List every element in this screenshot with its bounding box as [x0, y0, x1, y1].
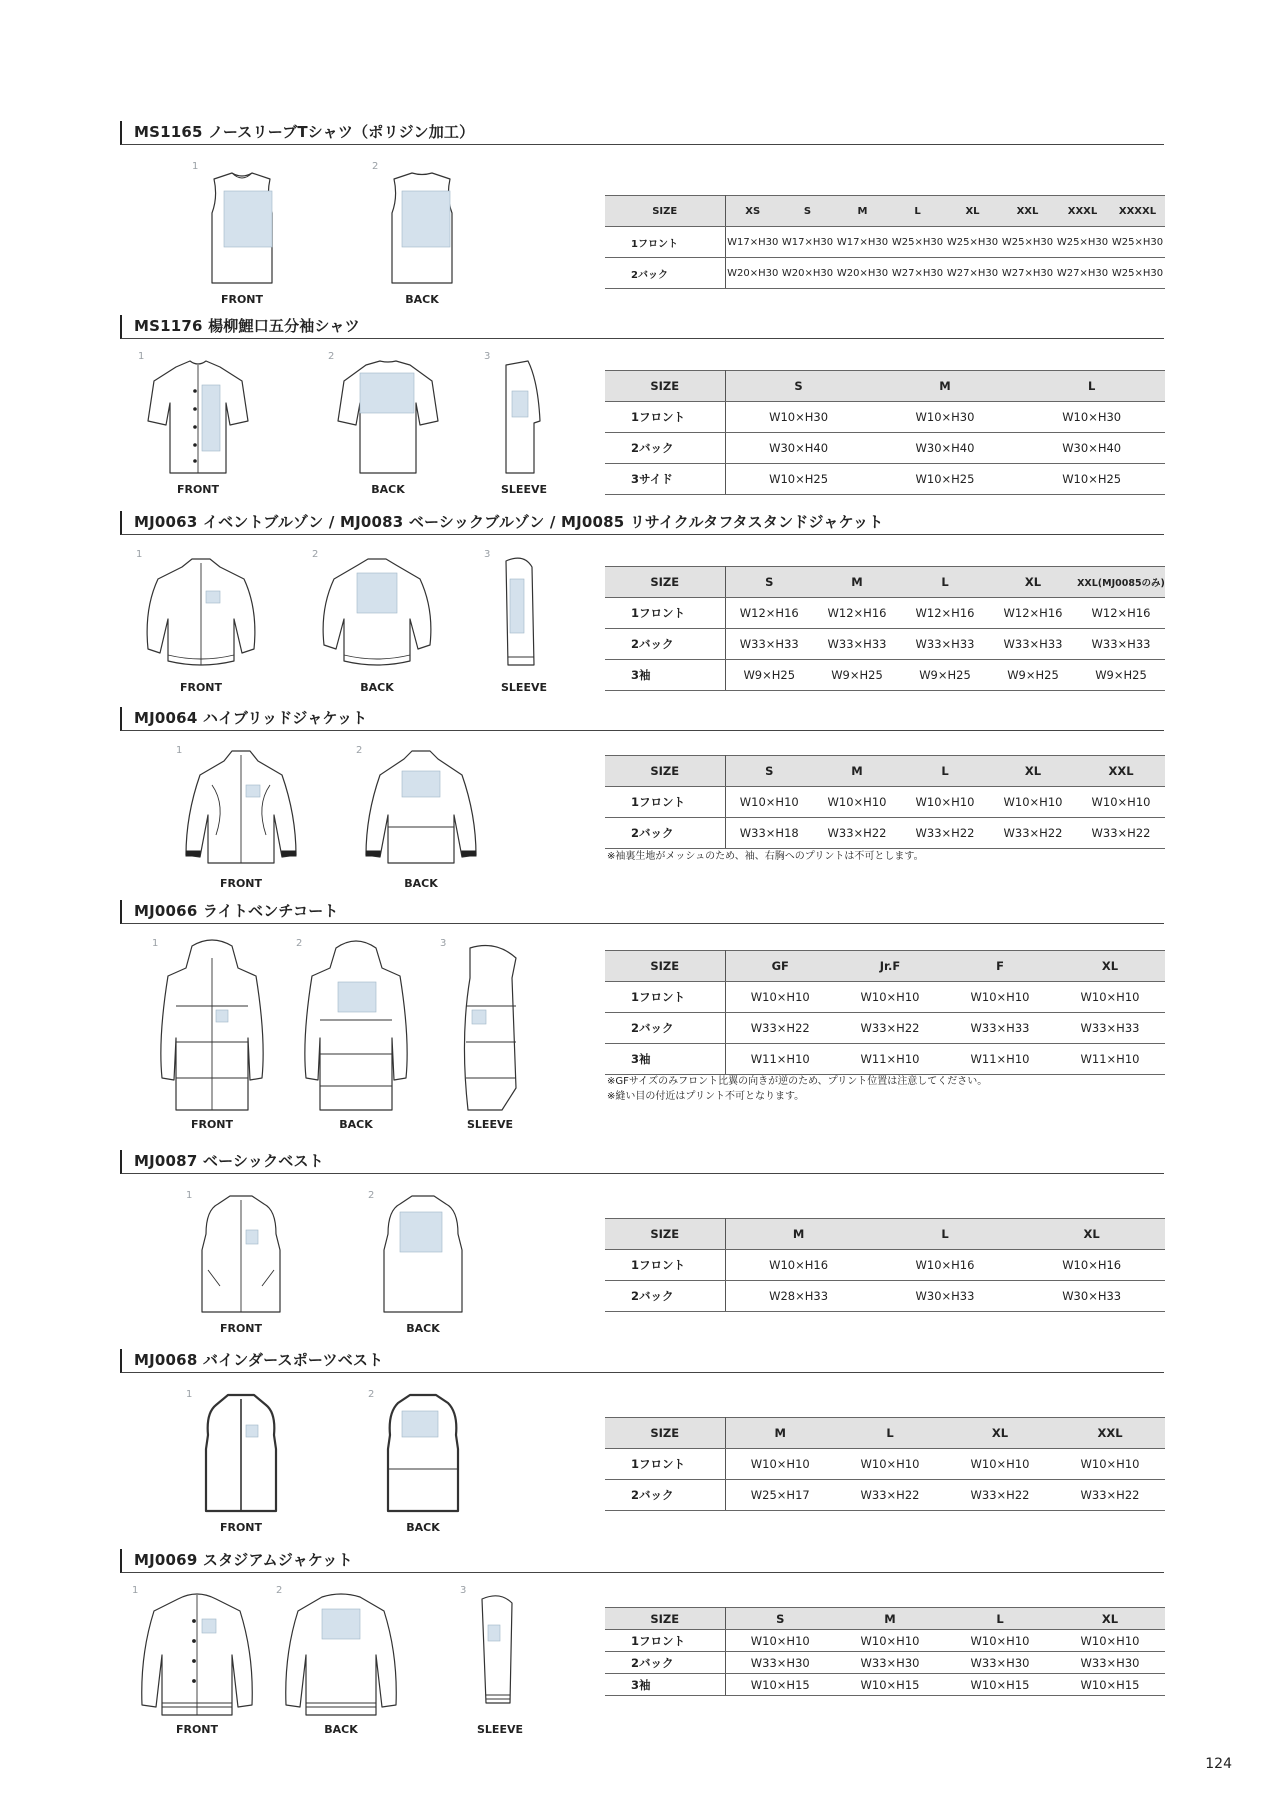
garment-view-back — [368, 1190, 478, 1340]
table-cell: 3サイド — [605, 464, 725, 495]
table-cell: W17×H30 — [725, 227, 780, 258]
print-size-table — [605, 755, 1165, 849]
print-size-table — [605, 1607, 1165, 1696]
table-cell: W25×H30 — [1000, 227, 1055, 258]
table-header-cell: XL — [989, 567, 1077, 598]
table-cell: W10×H10 — [835, 1449, 945, 1480]
table-cell: W10×H10 — [835, 1630, 945, 1652]
table-cell: 1フロント — [605, 402, 725, 433]
table-header-cell: XL — [1055, 951, 1165, 982]
table-row — [605, 258, 1165, 289]
table-cell: W33×H33 — [1077, 629, 1165, 660]
table-cell: 1フロント — [605, 598, 725, 629]
table-header-row — [605, 1418, 1165, 1449]
view-number: 2 — [312, 549, 319, 560]
table-cell: W20×H30 — [725, 258, 780, 289]
sleeveless-tshirt-front-illustration — [192, 161, 292, 291]
table-cell: W25×H30 — [1110, 227, 1165, 258]
table-cell: W10×H16 — [872, 1250, 1019, 1281]
table-header-cell: S — [725, 371, 872, 402]
bench-coat-back-illustration — [296, 938, 416, 1116]
garment-view-sleeve — [484, 549, 564, 699]
garment-view-back — [372, 161, 472, 311]
table-header-cell: SIZE — [605, 371, 725, 402]
view-number: 1 — [186, 1190, 193, 1201]
view-number: 2 — [356, 745, 363, 756]
sleeveless-tshirt-back-illustration — [372, 161, 472, 291]
table-cell: W10×H16 — [1018, 1250, 1165, 1281]
table-cell: 1フロント — [605, 227, 725, 258]
view-label: BACK — [405, 293, 439, 306]
view-number: 2 — [276, 1585, 283, 1596]
table-header-cell: XL — [945, 1418, 1055, 1449]
table-cell: W10×H10 — [945, 1449, 1055, 1480]
section-title: MJ0064 ハイブリッドジャケット — [120, 707, 1164, 731]
print-size-table — [605, 950, 1165, 1075]
view-label: FRONT — [219, 1322, 263, 1335]
table-cell: 3袖 — [605, 1044, 725, 1075]
table-header-cell: S — [725, 756, 813, 787]
table-cell: W33×H22 — [835, 1013, 945, 1044]
table-cell: W10×H10 — [725, 1630, 835, 1652]
table-cell: W30×H40 — [1018, 433, 1165, 464]
table-header-cell: XXL — [1077, 756, 1165, 787]
table-header-cell: M — [725, 1418, 835, 1449]
table-cell: W9×H25 — [725, 660, 813, 691]
garment-view-front — [152, 938, 272, 1138]
table-cell: W30×H33 — [872, 1281, 1019, 1312]
table-cell: W33×H18 — [725, 818, 813, 849]
table-cell: W30×H40 — [872, 433, 1019, 464]
table-row — [605, 227, 1165, 258]
view-number: 3 — [484, 549, 491, 560]
print-size-table — [605, 1417, 1165, 1511]
view-label: BACK — [339, 1118, 373, 1131]
table-header-cell: M — [813, 567, 901, 598]
table-header-cell: XXXL — [1055, 196, 1110, 227]
table-row — [605, 1449, 1165, 1480]
table-cell: W33×H22 — [1055, 1480, 1165, 1511]
table-cell: W27×H30 — [1055, 258, 1110, 289]
table-header-cell: F — [945, 951, 1055, 982]
view-label: SLEEVE — [477, 1723, 523, 1736]
table-header-row — [605, 371, 1165, 402]
table-cell: W9×H25 — [901, 660, 989, 691]
stadium-jacket-sleeve-illustration — [460, 1585, 540, 1721]
table-cell: W10×H15 — [835, 1674, 945, 1696]
sports-vest-back-illustration — [368, 1389, 478, 1519]
table-cell: W33×H22 — [945, 1480, 1055, 1511]
table-cell: W25×H30 — [945, 227, 1000, 258]
shirt-front-illustration — [138, 351, 258, 481]
table-row — [605, 1281, 1165, 1312]
table-row — [605, 1652, 1165, 1674]
table-header-cell: L — [1018, 371, 1165, 402]
table-cell: 2バック — [605, 1281, 725, 1312]
bench-coat-sleeve-illustration — [440, 938, 540, 1116]
section-title: MJ0066 ライトベンチコート — [120, 900, 1164, 924]
table-cell: W10×H10 — [835, 982, 945, 1013]
table-cell: 3袖 — [605, 660, 725, 691]
view-number: 2 — [372, 161, 379, 172]
table-cell: W33×H33 — [901, 629, 989, 660]
garment-view-front — [176, 745, 306, 895]
table-header-cell: L — [901, 567, 989, 598]
sports-vest-front-illustration — [186, 1389, 296, 1519]
table-header-cell: XL — [945, 196, 1000, 227]
table-header-cell: SIZE — [605, 567, 725, 598]
table-cell: W33×H22 — [725, 1013, 835, 1044]
table-header-row — [605, 756, 1165, 787]
table-cell: W10×H10 — [813, 787, 901, 818]
garment-view-front — [186, 1389, 296, 1539]
garment-view-back — [276, 1585, 406, 1745]
table-cell: W33×H22 — [989, 818, 1077, 849]
note-line: ※縫い目の付近はプリント不可となります。 — [607, 1091, 805, 1102]
table-cell: W10×H10 — [1055, 1449, 1165, 1480]
table-row — [605, 464, 1165, 495]
table-cell: W33×H33 — [945, 1013, 1055, 1044]
view-label: FRONT — [190, 1118, 234, 1131]
table-cell: W33×H33 — [1055, 1013, 1165, 1044]
table-cell: W20×H30 — [780, 258, 835, 289]
table-cell: 2バック — [605, 818, 725, 849]
table-cell: W12×H16 — [813, 598, 901, 629]
table-header-row — [605, 567, 1165, 598]
table-cell: W10×H15 — [1055, 1674, 1165, 1696]
table-header-cell: L — [945, 1608, 1055, 1630]
view-number: 1 — [138, 351, 145, 362]
section-title: MS1165 ノースリーブTシャツ（ポリジン加工） — [120, 121, 1164, 145]
table-row — [605, 598, 1165, 629]
table-header-cell: L — [872, 1219, 1019, 1250]
table-header-cell: XL — [1018, 1219, 1165, 1250]
table-cell: 1フロント — [605, 787, 725, 818]
table-cell: W30×H40 — [725, 433, 872, 464]
section-title: MJ0069 スタジアムジャケット — [120, 1549, 1164, 1573]
garment-view-front — [186, 1190, 296, 1340]
table-row — [605, 787, 1165, 818]
view-label: FRONT — [219, 1521, 263, 1534]
table-cell: W12×H16 — [901, 598, 989, 629]
table-cell: W27×H30 — [1000, 258, 1055, 289]
table-row — [605, 1013, 1165, 1044]
note-line: ※GFサイズのみフロント比翼の向きが逆のため、プリント位置は注意してください。 — [607, 1076, 988, 1087]
table-cell: W10×H10 — [945, 1630, 1055, 1652]
table-note — [607, 1074, 1167, 1104]
table-cell: W33×H22 — [901, 818, 989, 849]
table-cell: W25×H30 — [890, 227, 945, 258]
view-label: BACK — [406, 1521, 440, 1534]
view-number: 1 — [136, 549, 143, 560]
view-label: BACK — [360, 681, 394, 694]
table-header-cell: M — [813, 756, 901, 787]
shirt-sleeve-illustration — [484, 351, 564, 481]
table-header-cell: M — [725, 1219, 872, 1250]
blouson-sleeve-illustration — [484, 549, 564, 679]
table-cell: W10×H10 — [1055, 1630, 1165, 1652]
table-header-cell: SIZE — [605, 1418, 725, 1449]
table-cell: W10×H10 — [725, 1449, 835, 1480]
table-header-cell: M — [872, 371, 1019, 402]
table-header-row — [605, 951, 1165, 982]
view-label: FRONT — [175, 1723, 219, 1736]
garment-view-front — [138, 351, 258, 501]
blouson-back-illustration — [312, 549, 442, 679]
view-number: 1 — [186, 1389, 193, 1400]
table-cell: W11×H10 — [835, 1044, 945, 1075]
table-row — [605, 1480, 1165, 1511]
table-cell: W9×H25 — [1077, 660, 1165, 691]
table-row — [605, 629, 1165, 660]
view-number: 2 — [368, 1190, 375, 1201]
table-cell: W25×H17 — [725, 1480, 835, 1511]
table-header-row — [605, 1608, 1165, 1630]
table-cell: 2バック — [605, 433, 725, 464]
table-header-cell: SIZE — [605, 951, 725, 982]
table-cell: W17×H30 — [835, 227, 890, 258]
view-number: 2 — [328, 351, 335, 362]
table-row — [605, 1044, 1165, 1075]
bench-coat-front-illustration — [152, 938, 272, 1116]
table-cell: W9×H25 — [989, 660, 1077, 691]
table-cell: W33×H33 — [725, 629, 813, 660]
section-title: MJ0068 バインダースポーツベスト — [120, 1349, 1164, 1373]
garment-view-front — [136, 549, 266, 699]
stadium-jacket-front-illustration — [132, 1585, 262, 1721]
table-header-cell: SIZE — [605, 1608, 725, 1630]
table-cell: W20×H30 — [835, 258, 890, 289]
table-header-cell: XL — [1055, 1608, 1165, 1630]
table-header-cell: L — [901, 756, 989, 787]
table-cell: W10×H10 — [945, 982, 1055, 1013]
table-cell: W12×H16 — [1077, 598, 1165, 629]
view-label: SLEEVE — [501, 681, 547, 694]
table-cell: 2バック — [605, 1013, 725, 1044]
table-cell: W11×H10 — [725, 1044, 835, 1075]
table-cell: W30×H33 — [1018, 1281, 1165, 1312]
table-header-cell: XXXXL — [1110, 196, 1165, 227]
section-title: MJ0063 イベントブルゾン / MJ0083 ベーシックブルゾン / MJ0085 リサイクルタフタスタンドジャケット — [120, 511, 1164, 535]
garment-view-front — [192, 161, 292, 311]
table-cell: 2バック — [605, 1652, 725, 1674]
table-row — [605, 1250, 1165, 1281]
table-header-cell: S — [725, 567, 813, 598]
table-cell: 2バック — [605, 258, 725, 289]
garment-view-sleeve — [460, 1585, 540, 1745]
table-row — [605, 1630, 1165, 1652]
table-header-cell: SIZE — [605, 756, 725, 787]
table-cell: 2バック — [605, 1480, 725, 1511]
view-label: BACK — [371, 483, 405, 496]
table-cell: W10×H15 — [725, 1674, 835, 1696]
section-title: MS1176 楊柳鯉口五分袖シャツ — [120, 315, 1164, 339]
table-cell: W10×H10 — [901, 787, 989, 818]
table-cell: W10×H10 — [725, 982, 835, 1013]
print-size-table — [605, 195, 1165, 289]
table-cell: W11×H10 — [1055, 1044, 1165, 1075]
table-header-cell: L — [835, 1418, 945, 1449]
table-cell: W10×H30 — [725, 402, 872, 433]
table-cell: W28×H33 — [725, 1281, 872, 1312]
table-header-cell: XXL(MJ0085のみ) — [1077, 567, 1165, 598]
view-label: FRONT — [220, 293, 264, 306]
vest-back-illustration — [368, 1190, 478, 1320]
view-label: FRONT — [179, 681, 223, 694]
view-number: 1 — [176, 745, 183, 756]
view-label: BACK — [324, 1723, 358, 1736]
table-cell: W10×H30 — [872, 402, 1019, 433]
table-cell: W10×H10 — [1077, 787, 1165, 818]
table-cell: W10×H30 — [1018, 402, 1165, 433]
view-label: SLEEVE — [501, 483, 547, 496]
view-number: 1 — [192, 161, 199, 172]
table-cell: W11×H10 — [945, 1044, 1055, 1075]
table-cell: W10×H10 — [725, 787, 813, 818]
vest-front-illustration — [186, 1190, 296, 1320]
note-line: ※袖裏生地がメッシュのため、袖、右胸へのプリントは不可とします。 — [607, 851, 924, 862]
table-cell: 1フロント — [605, 1250, 725, 1281]
view-label: SLEEVE — [467, 1118, 513, 1131]
view-number: 3 — [440, 938, 447, 949]
table-cell: W10×H25 — [872, 464, 1019, 495]
view-number: 3 — [460, 1585, 467, 1596]
table-cell: 2バック — [605, 629, 725, 660]
garment-view-back — [296, 938, 416, 1138]
table-cell: W33×H33 — [989, 629, 1077, 660]
table-cell: W10×H25 — [1018, 464, 1165, 495]
table-cell: W17×H30 — [780, 227, 835, 258]
table-row — [605, 1674, 1165, 1696]
print-size-table — [605, 370, 1165, 495]
table-cell: W33×H22 — [835, 1480, 945, 1511]
table-header-cell: SIZE — [605, 1219, 725, 1250]
blouson-front-illustration — [136, 549, 266, 679]
table-cell: W33×H30 — [945, 1652, 1055, 1674]
table-cell: W27×H30 — [890, 258, 945, 289]
garment-view-sleeve — [440, 938, 540, 1138]
table-header-cell: XS — [725, 196, 780, 227]
print-size-table — [605, 1218, 1165, 1312]
table-cell: W12×H16 — [725, 598, 813, 629]
table-header-cell: XXL — [1000, 196, 1055, 227]
section-title: MJ0087 ベーシックベスト — [120, 1150, 1164, 1174]
hybrid-jacket-front-illustration — [176, 745, 306, 875]
garment-view-sleeve — [484, 351, 564, 501]
view-label: FRONT — [176, 483, 220, 496]
table-header-cell: XXL — [1055, 1418, 1165, 1449]
view-number: 1 — [132, 1585, 139, 1596]
table-header-cell: SIZE — [605, 196, 725, 227]
table-header-cell: M — [835, 1608, 945, 1630]
table-cell: W9×H25 — [813, 660, 901, 691]
table-row — [605, 982, 1165, 1013]
table-cell: W33×H33 — [813, 629, 901, 660]
table-row — [605, 818, 1165, 849]
table-cell: W10×H10 — [989, 787, 1077, 818]
table-cell: W10×H15 — [945, 1674, 1055, 1696]
view-label: BACK — [406, 1322, 440, 1335]
table-note — [607, 849, 1167, 864]
table-cell: 1フロント — [605, 1449, 725, 1480]
table-cell: W33×H30 — [725, 1652, 835, 1674]
table-header-row — [605, 196, 1165, 227]
table-cell: 1フロント — [605, 1630, 725, 1652]
table-cell: W33×H22 — [813, 818, 901, 849]
table-cell: W12×H16 — [989, 598, 1077, 629]
table-header-cell: M — [835, 196, 890, 227]
view-label: FRONT — [219, 877, 263, 890]
table-cell: W10×H16 — [725, 1250, 872, 1281]
table-header-row — [605, 1219, 1165, 1250]
garment-view-back — [356, 745, 486, 895]
garment-view-back — [312, 549, 442, 699]
table-header-cell: XL — [989, 756, 1077, 787]
print-size-table — [605, 566, 1165, 691]
table-row — [605, 402, 1165, 433]
table-header-cell: L — [890, 196, 945, 227]
view-number: 1 — [152, 938, 159, 949]
view-number: 2 — [296, 938, 303, 949]
table-cell: W10×H10 — [1055, 982, 1165, 1013]
table-cell: W25×H30 — [1055, 227, 1110, 258]
table-cell: W27×H30 — [945, 258, 1000, 289]
table-header-cell: S — [725, 1608, 835, 1630]
table-header-cell: S — [780, 196, 835, 227]
table-cell: W33×H30 — [1055, 1652, 1165, 1674]
table-cell: 3袖 — [605, 1674, 725, 1696]
table-cell: W25×H30 — [1110, 258, 1165, 289]
garment-view-front — [132, 1585, 262, 1745]
table-header-cell: Jr.F — [835, 951, 945, 982]
view-label: BACK — [404, 877, 438, 890]
table-cell: 1フロント — [605, 982, 725, 1013]
table-row — [605, 660, 1165, 691]
shirt-back-illustration — [328, 351, 448, 481]
table-row — [605, 433, 1165, 464]
table-header-cell: GF — [725, 951, 835, 982]
table-cell: W10×H25 — [725, 464, 872, 495]
table-cell: W33×H30 — [835, 1652, 945, 1674]
garment-view-back — [368, 1389, 478, 1539]
stadium-jacket-back-illustration — [276, 1585, 406, 1721]
view-number: 3 — [484, 351, 491, 362]
garment-view-back — [328, 351, 448, 501]
page-number: 124 — [1205, 1756, 1232, 1772]
table-cell: W33×H22 — [1077, 818, 1165, 849]
hybrid-jacket-back-illustration — [356, 745, 486, 875]
view-number: 2 — [368, 1389, 375, 1400]
